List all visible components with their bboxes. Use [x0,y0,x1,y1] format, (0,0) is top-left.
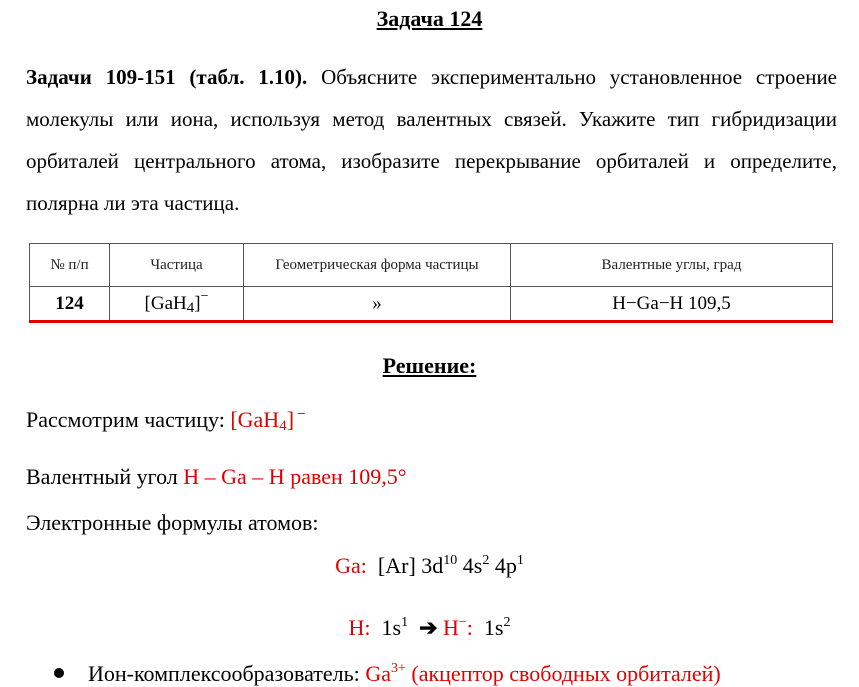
task-statement [26,56,837,224]
solution-heading: Решение: [382,353,477,378]
cell-number: 124 [30,287,110,322]
hydride-ion: H−: [443,615,473,640]
header-number: № п/п [30,244,110,287]
task-reference: Задачи 109-151 (табл. 1.10). [26,65,308,89]
angle-value: H – Ga – H равен 109,5° [183,464,407,489]
cell-particle: [GaH$_4$]− [110,287,244,322]
data-table [29,243,833,322]
table-header-row [30,244,833,287]
angle-line: Валентный угол H – Ga – H равен 109,5° [26,464,407,489]
arrow-icon: ➔ [419,615,438,640]
h-formula: H: $1s^1$ ➔ H−: $1s^2$ [348,615,511,640]
particle-formula: [GaH$_4$] [230,407,295,434]
red-underline [29,320,833,323]
cell-angles: H−Ga−H 109,5 [511,287,833,322]
bullet-icon [54,668,64,678]
ga-symbol: Ga: [335,553,367,578]
page-title: Задача 124 [376,6,483,31]
bullet-item: Ион-комплексообразователь: $Ga^{3+}$ (акцептор свободных орбиталей) [88,661,721,686]
header-particle: Частица [110,244,244,287]
ga-formula: Ga: [Ar] $3d^{10}$ $4s^2$ $4p^1$ [335,553,524,578]
header-shape: Геометрическая форма частицы [244,244,511,287]
task-text: Объясните экспериментально установленное строение молекулы или иона, используя метод валентных связей. Укажите тип гибридизации орбиталей центрального атома, изобразите перекрывание орбиталей и определите, полярна ли эта частица. [26,65,837,215]
cell-shape: » [244,287,511,322]
h-symbol: H: [348,615,371,640]
formulas-heading: Электронные формулы атомов: [26,510,319,535]
header-angles: Валентные углы, град [511,244,833,287]
central-ion: $Ga^{3+}$ (акцептор свободных орбиталей) [365,661,721,686]
table-row [30,287,833,322]
consider-line: Рассмотрим частицу: [GaH$_4$] − [26,407,306,434]
